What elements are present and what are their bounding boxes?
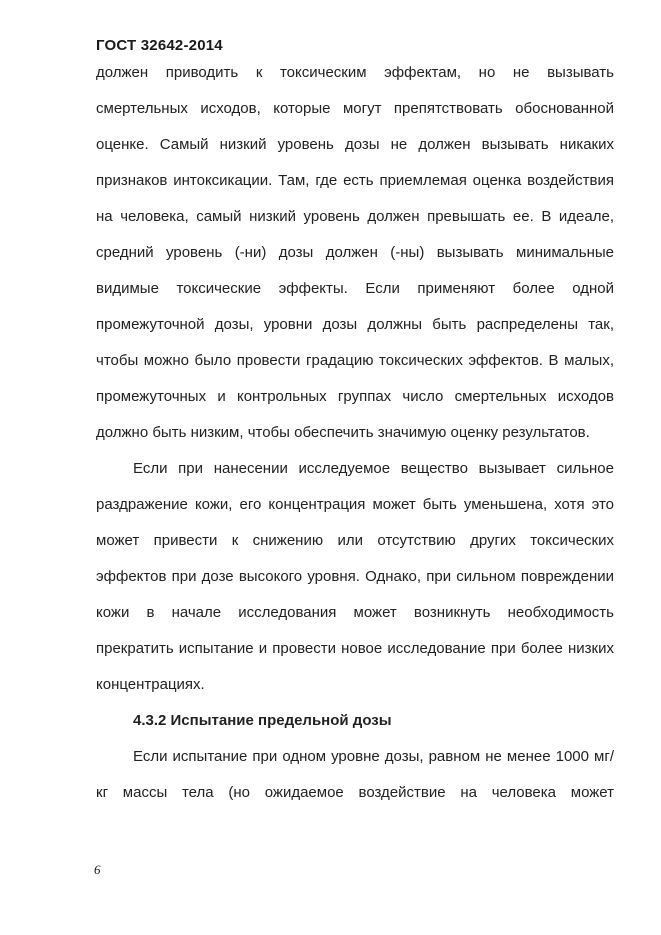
- paragraph-limit-test: Если испытание при одном уровне дозы, равном не менее 1000 мг/кг массы тела (но ожидаемое воздействие на человека может: [96, 748, 614, 801]
- body-text: [96, 55, 614, 811]
- standard-header: ГОСТ 32642-2014: [96, 37, 223, 54]
- section-heading: 4.3.2 Испытание предельной дозы: [133, 712, 392, 729]
- paragraph-skin-irritation: Если при нанесении исследуемое вещество вызывает сильное раздражение кожи, его концентрация может быть уменьшена, хотя это может привести к снижению или отсутствию других токсических эффектов при дозе высокого уровня. Однако, при сильном повреждении кожи в начале исследования может возникнуть необходимость прекратить испытание и провести новое исследование при более низких концентрациях.: [96, 460, 614, 693]
- page-number: 6: [94, 862, 101, 877]
- paragraph-continued: должен приводить к токсическим эффектам, но не вызывать смертельных исходов, которые могут препятствовать обоснованной оценке. Самый низкий уровень дозы не должен вызывать никаких признаков интоксикации. Там, где есть приемлемая оценка воздействия на человека, самый низкий уровень должен превышать ее. В идеале, средний уровень (-ни) дозы должен (-ны) вызывать минимальные видимые токсические эффекты. Если применяют более одной промежуточной дозы, уровни дозы должны быть распределены так, чтобы можно было провести градацию токсических эффектов. В малых, промежуточных и контрольных группах число смертельных исходов должно быть низким, чтобы обеспечить значимую оценку результатов.: [96, 64, 614, 441]
